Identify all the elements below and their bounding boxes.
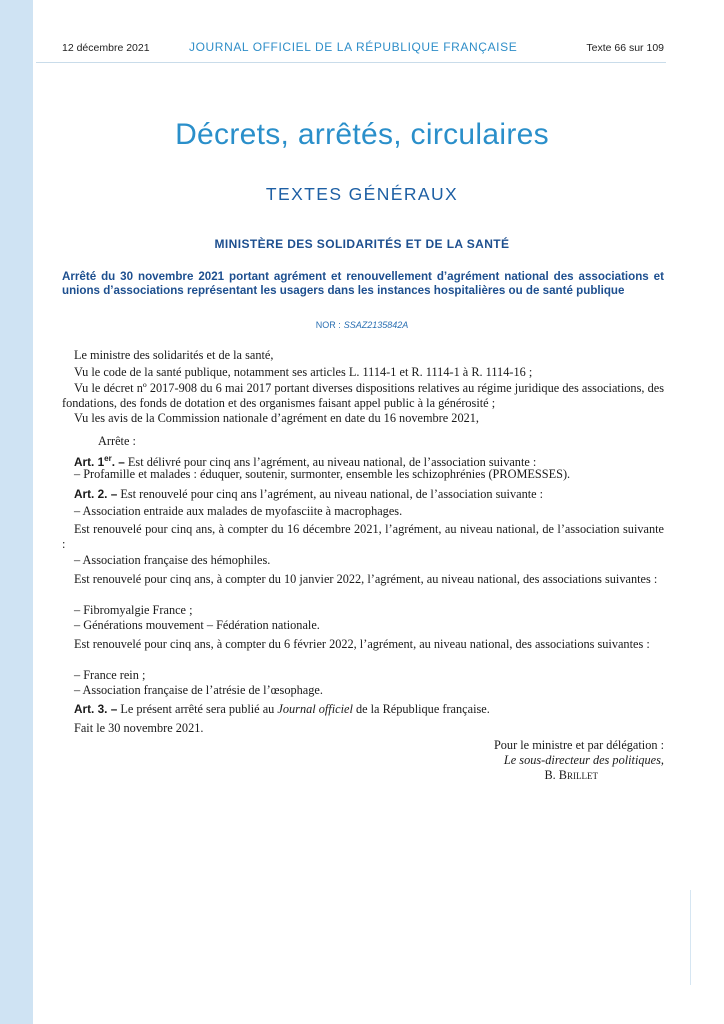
article-2-item-1: – Association entraide aux malades de myofasciite à macrophages. — [74, 504, 403, 518]
article-2-item-5: – France rein ; — [74, 668, 146, 682]
article-2-paragraph-3: Est renouvelé pour cinq ans, à compter du 10 janvier 2022, l’agrément, au niveau national, des associations suivantes : — [74, 572, 658, 586]
article-2-item-6: – Association française de l’atrésie de l’œsophage. — [74, 683, 323, 697]
main-title: Décrets, arrêtés, circulaires — [175, 118, 549, 151]
preamble-minister: Le ministre des solidarités et de la santé, — [74, 348, 274, 362]
preamble-vu-decret: Vu le décret nº 2017-908 du 6 mai 2017 portant diverses dispositions relatives au régime juridique des associations, des fondations, des fonds de dotation et des organismes faisant appel public à la générosité ; — [62, 381, 664, 410]
left-margin-band — [0, 0, 33, 1024]
article-2-paragraph-2: Est renouvelé pour cinq ans, à compter du 16 décembre 2021, l’agrément, au niveau national, de l’association suivante : — [62, 522, 664, 551]
article-2-paragraph-4: Est renouvelé pour cinq ans, à compter du 6 février 2022, l’agrément, au niveau national, des associations suivantes : — [74, 637, 650, 651]
article-2-item-3: – Fibromyalgie France ; — [74, 603, 193, 617]
section-title: TEXTES GÉNÉRAUX — [265, 184, 459, 204]
signature-line-2: Le sous-directeur des politiques, — [503, 753, 664, 767]
page-header — [62, 40, 664, 58]
article-2-item-4: – Générations mouvement – Fédération nationale. — [74, 618, 320, 632]
article-2-text: Est renouvelé pour cinq ans l’agrément, au niveau national, de l’association suivante : — [117, 487, 544, 501]
article-3-label: Art. 3. – — [74, 702, 118, 716]
article-3: Art. 3. – Le présent arrêté sera publié au Journal officiel de la République française. — [74, 702, 490, 716]
article-2-item-2: – Association française des hémophiles. — [74, 553, 271, 567]
nor-label: NOR : — [315, 320, 341, 330]
header-page-number: Texte 66 sur 109 — [586, 42, 664, 54]
signature-line-1: Pour le ministre et par délégation : — [493, 738, 664, 752]
nor-code: SSAZ2135842A — [343, 320, 409, 330]
preamble-vu-avis: Vu les avis de la Commission nationale d’agrément en date du 16 novembre 2021, — [74, 411, 479, 425]
article-1-label: Art. 1er. – — [74, 454, 125, 469]
preamble-vu-code: Vu le code de la santé publique, notamment ses articles L. 1114-1 et R. 1114-1 à R. 1114-16 ; — [74, 365, 533, 379]
ministry-heading: MINISTÈRE DES SOLIDARITÉS ET DE LA SANTÉ — [214, 237, 510, 251]
header-journal-title: JOURNAL OFFICIEL DE LA RÉPUBLIQUE FRANÇAISE — [189, 40, 518, 54]
header-date: 12 décembre 2021 — [62, 42, 150, 54]
article-1-item: – Profamille et malades : éduquer, soutenir, surmonter, ensemble les schizophrénies (PROMESSES). — [74, 467, 571, 481]
arrete-label: Arrête : — [98, 434, 136, 448]
right-margin-rule — [690, 890, 691, 985]
article-2-label: Art. 2. – — [74, 487, 118, 501]
article-1-text: Est délivré pour cinq ans l’agrément, au niveau national, de l’association suivante : — [124, 454, 537, 469]
journal-officiel-italic: Journal officiel — [277, 702, 353, 716]
done-date: Fait le 30 novembre 2021. — [74, 721, 204, 735]
signature-name: B. Brillet — [544, 768, 598, 782]
header-divider — [36, 62, 666, 63]
article-2 — [62, 487, 664, 502]
decree-title: Arrêté du 30 novembre 2021 portant agrément et renouvellement d’agrément national des associations et unions d’associations représentant les usagers dans les instances hospitalières ou de santé publique — [62, 270, 664, 297]
nor-reference — [0, 320, 724, 330]
